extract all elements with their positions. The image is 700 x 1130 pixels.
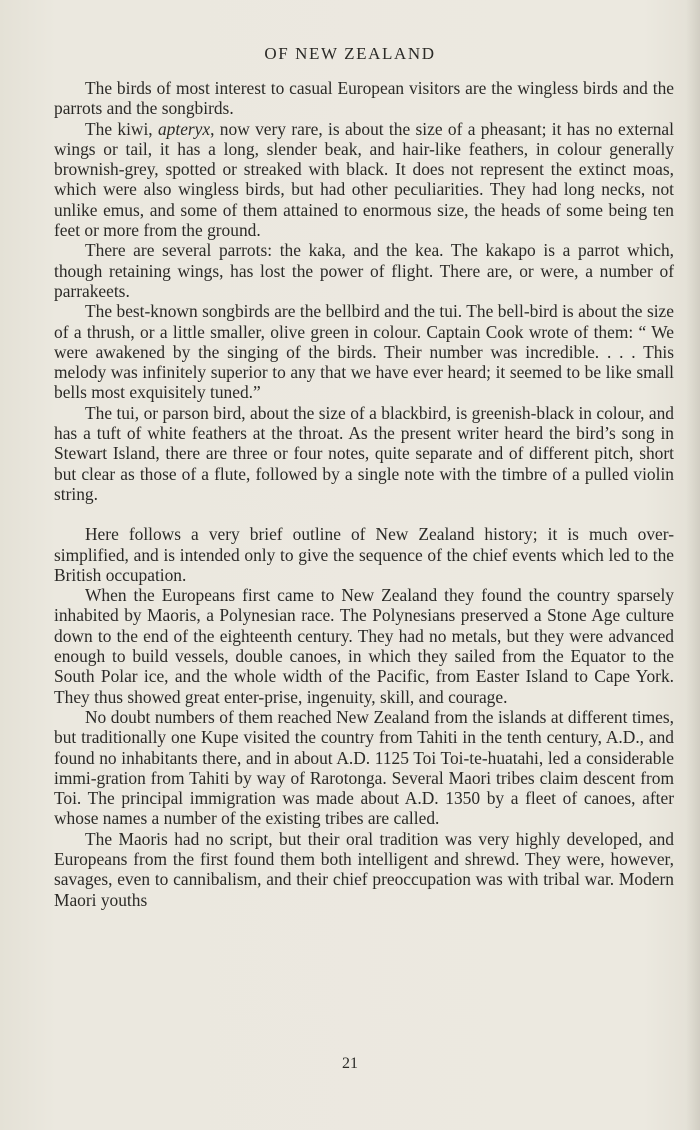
- paragraph-songbirds: The best-known songbirds are the bellbird and the tui. The bell-bird is about the size of a thrush, or a little smaller, olive green in colour. Captain Cook wrote of them: “ We were awakened by the singing of the birds. Their number was incredible. . . . This melody was infinitely superior to any that we have ever heard; it seemed to be like small bells most exquisitely tuned.”: [54, 301, 674, 403]
- paragraph-kiwi: [54, 119, 674, 241]
- body-text: [54, 78, 674, 910]
- kiwi-text-start: The kiwi,: [85, 118, 158, 139]
- paragraph-maori-tradition: The Maoris had no script, but their oral tradition was very highly developed, and Europeans from the first found them both intelligent and shrewd. They were, however, savages, even to cannibalism, and their chief preoccupation was with tribal war. Modern Maori youths: [54, 828, 674, 910]
- page-number: 21: [342, 1055, 358, 1072]
- paragraph-history-outline: Here follows a very brief outline of New Zealand history; it is much over-simplified, and is intended only to give the sequence of the chief events which led to the British occupation.: [54, 524, 674, 585]
- paragraph-birds-intro: The birds of most interest to casual European visitors are the wingless birds and the parrots and the songbirds.: [54, 78, 674, 119]
- kiwi-latin-name: apteryx: [157, 118, 211, 139]
- paragraph-migrations: No doubt numbers of them reached New Zealand from the islands at different times, but traditionally one Kupe visited the country from Tahiti in the tenth century, A.D., and found no inhabitants there, and in about A.D. 1125 Toi Toi-te-huatahi, led a considerable immi-gration from Tahiti by way of Rarotonga. Several Maori tribes claim descent from Toi. The principal immigration was made about A.D. 1350 by a fleet of canoes, after whose names a number of the existing tribes are called.: [54, 706, 674, 829]
- paragraph-tui: The tui, or parson bird, about the size of a blackbird, is greenish-black in colour, and has a tuft of white feathers at the throat. As the present writer heard the bird’s song in Stewart Island, there are three or four notes, quite separate and of different pitch, short but clear as those of a flute, followed by a single note with the timbre of a pulled violin string.: [54, 402, 674, 504]
- running-head: OF NEW ZEALAND: [264, 44, 436, 63]
- paragraph-parrots: There are several parrots: the kaka, and the kea. The kakapo is a parrot which, though retaining wings, has lost the power of flight. There are, or were, a number of parrakeets.: [54, 240, 674, 301]
- kiwi-text-rest: , now very rare, is about the size of a pheasant; it has no external wings or tail, it has a long, slender beak, and hair-like feathers, in colour generally brownish-grey, spotted or streaked with black. It does not represent the extinct moas, which were also wingless birds, but had other peculiarities. They had long necks, not unlike emus, and some of them attained to enormous size, the heads of some being ten feet or more from the ground.: [54, 118, 674, 241]
- page-gutter-shadow: [686, 0, 700, 1130]
- paragraph-europeans-arrival: When the Europeans first came to New Zealand they found the country sparsely inhabited by Maoris, a Polynesian race. The Polynesians preserved a Stone Age culture down to the end of the eighteenth century. They had no metals, but they were advanced enough to build vessels, double canoes, in which they sailed from the Equator to the South Polar ice, and the whole width of the Pacific, from Easter Island to Cape York. They thus showed great enter-prise, ingenuity, skill, and courage.: [54, 585, 674, 707]
